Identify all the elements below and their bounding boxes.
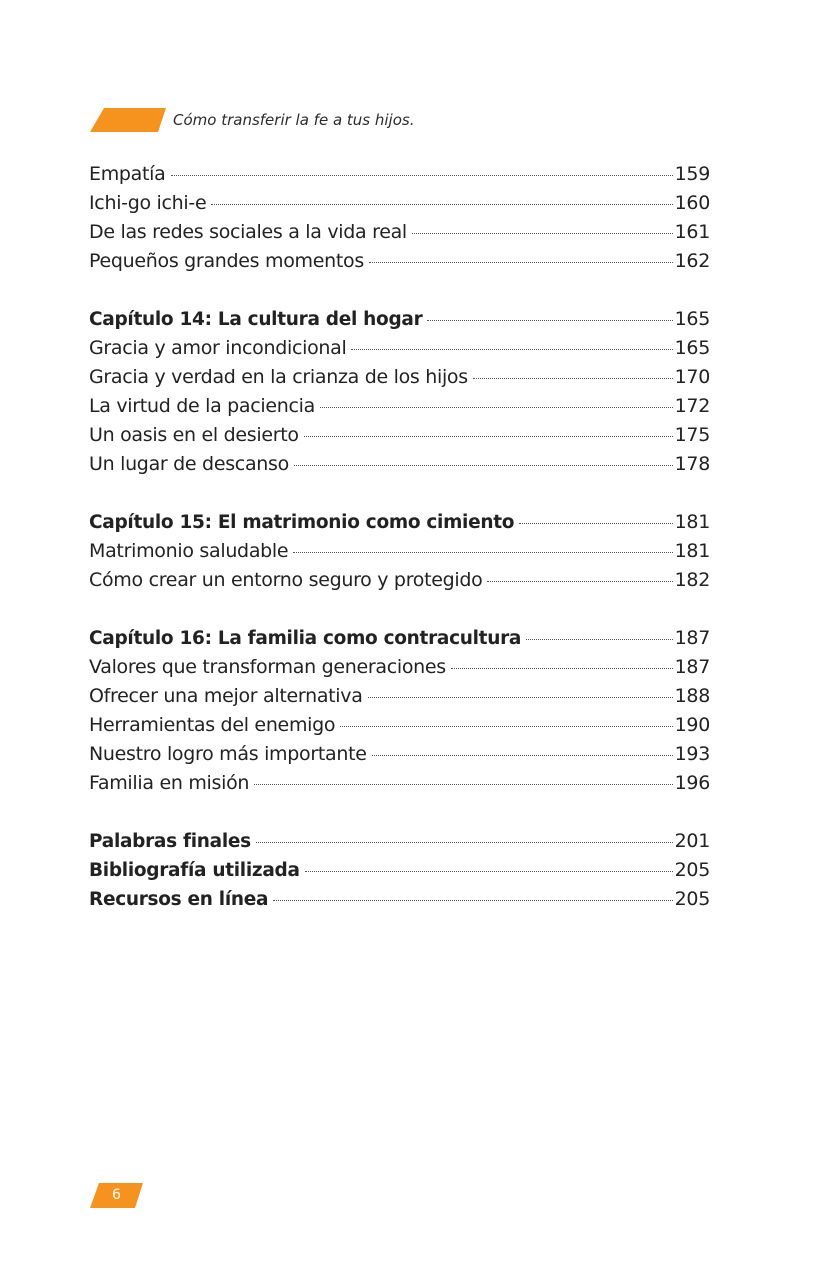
toc-entry-title: Valores que transforman generaciones xyxy=(89,656,446,678)
toc-chapter-title: Bibliografía utilizada xyxy=(89,860,300,881)
dot-leader xyxy=(294,465,673,466)
toc-entry[interactable] xyxy=(89,450,710,479)
toc-entry-title: Un lugar de descanso xyxy=(89,453,289,475)
toc-chapter-title: Capítulo 16: La familia como contracultura xyxy=(89,628,522,649)
toc-entry-title: Gracia y amor incondicional xyxy=(89,337,347,359)
toc-entry[interactable] xyxy=(89,769,710,798)
dot-leader xyxy=(519,523,672,524)
toc-entry-page: 187 xyxy=(674,656,710,678)
dot-leader xyxy=(487,581,672,582)
toc-entry-title: Un oasis en el desierto xyxy=(89,424,299,446)
dot-leader xyxy=(293,552,672,553)
toc-entry-page: 172 xyxy=(674,395,710,417)
toc-chapter-15[interactable] xyxy=(89,508,710,537)
dot-leader xyxy=(320,407,673,408)
toc-entry[interactable] xyxy=(89,421,710,450)
dot-leader xyxy=(368,697,673,698)
toc-entry-page: 161 xyxy=(674,221,710,243)
dot-leader xyxy=(256,842,673,843)
page-number: 6 xyxy=(112,1187,121,1203)
toc-entry-page: 182 xyxy=(674,569,710,591)
toc-entry-page: 159 xyxy=(674,163,710,185)
toc-entry-title: Pequeños grandes momentos xyxy=(89,250,364,272)
toc-back-matter-entry[interactable] xyxy=(89,885,710,914)
dot-leader xyxy=(254,784,672,785)
toc-entry[interactable] xyxy=(89,334,710,363)
toc-entry-page: 162 xyxy=(674,250,710,272)
dot-leader xyxy=(351,349,672,350)
dot-leader xyxy=(412,233,673,234)
toc-entry[interactable] xyxy=(89,218,710,247)
toc-entry-title: Ichi-go ichi-e xyxy=(89,192,207,214)
toc-entry-page: 178 xyxy=(674,453,710,475)
toc-entry-page: 187 xyxy=(674,627,710,649)
toc-entry[interactable] xyxy=(89,740,710,769)
toc-chapter-title: Capítulo 15: El matrimonio como cimiento xyxy=(89,512,515,533)
toc-entry-page: 201 xyxy=(674,830,710,852)
toc-chapter-14[interactable] xyxy=(89,305,710,334)
toc-entry[interactable] xyxy=(89,189,710,218)
dot-leader xyxy=(304,436,673,437)
toc-entry-title: Herramientas del enemigo xyxy=(89,714,336,736)
dot-leader xyxy=(372,755,673,756)
dot-leader xyxy=(340,726,672,727)
dot-leader xyxy=(526,639,673,640)
toc-entry-title: Nuestro logro más importante xyxy=(89,743,367,765)
toc-entry-page: 205 xyxy=(674,888,710,910)
toc-chapter-title: Recursos en línea xyxy=(89,889,269,910)
toc-entry[interactable] xyxy=(89,566,710,595)
toc-chapter-title: Palabras finales xyxy=(89,831,251,852)
toc-entry-title: Matrimonio saludable xyxy=(89,540,289,562)
toc-chapter-16[interactable] xyxy=(89,624,710,653)
toc-entry-page: 205 xyxy=(674,859,710,881)
toc-entry[interactable] xyxy=(89,247,710,276)
dot-leader xyxy=(369,262,673,263)
dot-leader xyxy=(451,668,673,669)
toc-entry-page: 188 xyxy=(674,685,710,707)
dot-leader xyxy=(305,871,673,872)
toc-entry-title: Gracia y verdad en la crianza de los hijos xyxy=(89,366,468,388)
toc-entry-title: Empatía xyxy=(89,163,166,185)
toc-entry-page: 190 xyxy=(674,714,710,736)
toc-entry-page: 160 xyxy=(674,192,710,214)
toc-entry-title: La virtud de la paciencia xyxy=(89,395,315,417)
toc-entry[interactable] xyxy=(89,711,710,740)
toc-entry-page: 165 xyxy=(674,308,710,330)
table-of-contents xyxy=(89,160,710,914)
toc-entry-page: 181 xyxy=(674,540,710,562)
toc-entry-page: 165 xyxy=(674,337,710,359)
toc-entry-title: Familia en misión xyxy=(89,772,250,794)
dot-leader xyxy=(473,378,673,379)
toc-entry-title: De las redes sociales a la vida real xyxy=(89,221,407,243)
dot-leader xyxy=(427,320,672,321)
toc-entry[interactable] xyxy=(89,160,710,189)
toc-back-matter-entry[interactable] xyxy=(89,856,710,885)
toc-entry[interactable] xyxy=(89,537,710,566)
dot-leader xyxy=(171,175,673,176)
header-accent-bar xyxy=(90,108,166,132)
toc-entry-page: 193 xyxy=(674,743,710,765)
toc-entry[interactable] xyxy=(89,682,710,711)
toc-entry-title: Cómo crear un entorno seguro y protegido xyxy=(89,569,483,591)
toc-entry-page: 170 xyxy=(674,366,710,388)
toc-entry-title: Ofrecer una mejor alternativa xyxy=(89,685,363,707)
toc-entry-page: 196 xyxy=(674,772,710,794)
toc-entry-page: 181 xyxy=(674,511,710,533)
dot-leader xyxy=(211,204,672,205)
toc-back-matter-entry[interactable] xyxy=(89,827,710,856)
toc-entry-page: 175 xyxy=(674,424,710,446)
toc-entry[interactable] xyxy=(89,392,710,421)
toc-entry[interactable] xyxy=(89,363,710,392)
running-head-title: Cómo transferir la fe a tus hijos. xyxy=(173,111,415,129)
toc-entry[interactable] xyxy=(89,653,710,682)
toc-chapter-title: Capítulo 14: La cultura del hogar xyxy=(89,309,423,330)
dot-leader xyxy=(273,900,672,901)
